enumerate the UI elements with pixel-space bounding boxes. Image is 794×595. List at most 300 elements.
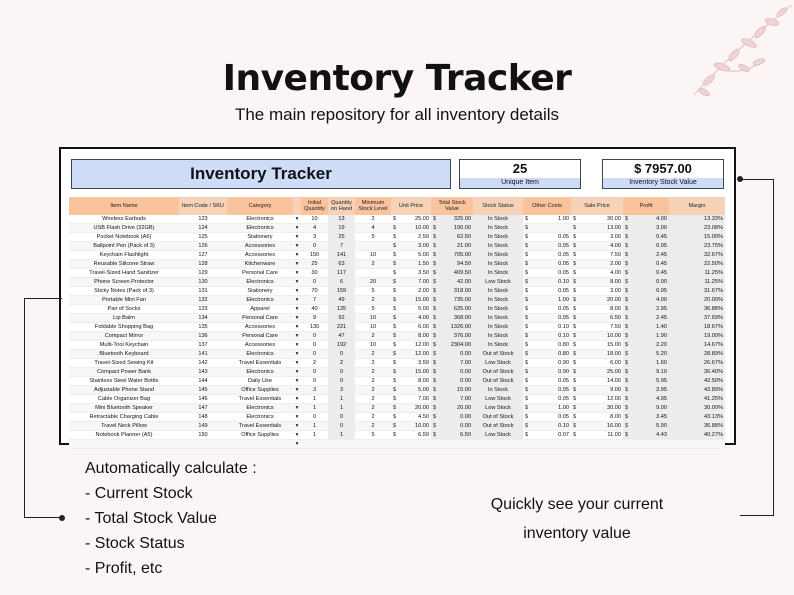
category-dropdown-icon[interactable]: ▾ bbox=[293, 251, 301, 260]
item-name-cell[interactable]: Foldable Shopping Bag bbox=[69, 323, 179, 332]
other-costs-cell[interactable] bbox=[523, 341, 571, 350]
initial-quantity-cell[interactable]: 3 bbox=[301, 233, 328, 242]
minimum-stock-cell[interactable]: 20 bbox=[355, 278, 391, 287]
total-stock-value-cell[interactable] bbox=[431, 368, 473, 377]
unit-price-cell[interactable] bbox=[391, 278, 431, 287]
category-dropdown-icon[interactable]: ▾ bbox=[293, 323, 301, 332]
unit-price-cell[interactable] bbox=[391, 260, 431, 269]
initial-quantity-cell[interactable]: 9 bbox=[301, 314, 328, 323]
total-stock-value-cell[interactable] bbox=[431, 260, 473, 269]
sku-cell[interactable]: 131 bbox=[179, 287, 227, 296]
item-name-cell[interactable]: Retractable Charging Cable bbox=[69, 413, 179, 422]
category-cell[interactable]: Daily Use bbox=[227, 377, 293, 386]
initial-quantity-cell[interactable]: 4 bbox=[301, 224, 328, 233]
profit-cell[interactable] bbox=[623, 296, 669, 305]
other-costs-cell[interactable] bbox=[523, 404, 571, 413]
category-cell[interactable]: Electronics bbox=[227, 413, 293, 422]
other-costs-cell[interactable] bbox=[523, 359, 571, 368]
category-dropdown-icon[interactable]: ▾ bbox=[293, 350, 301, 359]
total-stock-value-cell[interactable] bbox=[431, 377, 473, 386]
sale-price-cell[interactable] bbox=[571, 332, 623, 341]
category-cell[interactable]: Travel Essentials bbox=[227, 359, 293, 368]
profit-cell[interactable] bbox=[623, 368, 669, 377]
item-name-cell[interactable]: Phone Screen Protector bbox=[69, 278, 179, 287]
sale-price-cell[interactable] bbox=[571, 269, 623, 278]
profit-cell[interactable] bbox=[623, 305, 669, 314]
unit-price-cell[interactable] bbox=[391, 386, 431, 395]
sale-price-cell[interactable] bbox=[571, 359, 623, 368]
other-costs-cell[interactable] bbox=[523, 422, 571, 431]
other-costs-cell[interactable] bbox=[523, 296, 571, 305]
minimum-stock-cell[interactable]: 10 bbox=[355, 323, 391, 332]
category-cell[interactable]: Electronics bbox=[227, 350, 293, 359]
sale-price-cell[interactable] bbox=[571, 287, 623, 296]
profit-cell[interactable] bbox=[623, 332, 669, 341]
initial-quantity-cell[interactable]: 0 bbox=[301, 350, 328, 359]
category-dropdown-icon[interactable]: ▾ bbox=[293, 242, 301, 251]
sku-cell[interactable]: 147 bbox=[179, 404, 227, 413]
other-costs-cell[interactable] bbox=[523, 260, 571, 269]
initial-quantity-cell[interactable]: 0 bbox=[301, 242, 328, 251]
minimum-stock-cell[interactable]: 2 bbox=[355, 260, 391, 269]
minimum-stock-cell[interactable]: 5 bbox=[355, 233, 391, 242]
empty-cell[interactable] bbox=[179, 440, 227, 449]
other-costs-cell[interactable] bbox=[523, 233, 571, 242]
empty-cell[interactable] bbox=[328, 440, 355, 449]
profit-cell[interactable] bbox=[623, 260, 669, 269]
other-costs-cell[interactable] bbox=[523, 269, 571, 278]
category-cell[interactable]: Accessories bbox=[227, 251, 293, 260]
column-header[interactable]: Item Name bbox=[69, 197, 179, 215]
unit-price-cell[interactable] bbox=[391, 323, 431, 332]
item-name-cell[interactable]: Compact Mirror bbox=[69, 332, 179, 341]
category-cell[interactable]: Office Supplies bbox=[227, 431, 293, 440]
category-cell[interactable]: Office Supplies bbox=[227, 386, 293, 395]
sku-cell[interactable]: 126 bbox=[179, 242, 227, 251]
item-name-cell[interactable]: Travel-Sized Hand Sanitizer bbox=[69, 269, 179, 278]
item-name-cell[interactable]: Ballpoint Pen (Pack of 3) bbox=[69, 242, 179, 251]
category-dropdown-icon[interactable]: ▾ bbox=[293, 224, 301, 233]
profit-cell[interactable] bbox=[623, 386, 669, 395]
initial-quantity-cell[interactable]: 1 bbox=[301, 395, 328, 404]
initial-quantity-cell[interactable]: 150 bbox=[301, 251, 328, 260]
total-stock-value-cell[interactable] bbox=[431, 269, 473, 278]
minimum-stock-cell[interactable]: 2 bbox=[355, 368, 391, 377]
sku-cell[interactable]: 125 bbox=[179, 233, 227, 242]
profit-cell[interactable] bbox=[623, 359, 669, 368]
unit-price-cell[interactable] bbox=[391, 377, 431, 386]
unit-price-cell[interactable] bbox=[391, 422, 431, 431]
profit-cell[interactable] bbox=[623, 413, 669, 422]
sku-cell[interactable]: 149 bbox=[179, 422, 227, 431]
sale-price-cell[interactable] bbox=[571, 395, 623, 404]
sku-cell[interactable]: 141 bbox=[179, 350, 227, 359]
category-dropdown-icon[interactable]: ▾ bbox=[293, 287, 301, 296]
profit-cell[interactable] bbox=[623, 431, 669, 440]
initial-quantity-cell[interactable]: 7 bbox=[301, 296, 328, 305]
minimum-stock-cell[interactable]: 2 bbox=[355, 413, 391, 422]
sku-cell[interactable]: 133 bbox=[179, 305, 227, 314]
sku-cell[interactable]: 148 bbox=[179, 413, 227, 422]
other-costs-cell[interactable] bbox=[523, 215, 571, 224]
sale-price-cell[interactable] bbox=[571, 233, 623, 242]
column-header[interactable]: Sale Price bbox=[571, 197, 623, 215]
category-cell[interactable]: Personal Care bbox=[227, 269, 293, 278]
sku-cell[interactable]: 124 bbox=[179, 224, 227, 233]
category-cell[interactable]: Personal Care bbox=[227, 332, 293, 341]
minimum-stock-cell[interactable]: 2 bbox=[355, 404, 391, 413]
sku-cell[interactable]: 123 bbox=[179, 215, 227, 224]
total-stock-value-cell[interactable] bbox=[431, 314, 473, 323]
category-dropdown-icon[interactable]: ▾ bbox=[293, 305, 301, 314]
item-name-cell[interactable]: Pair of Socks bbox=[69, 305, 179, 314]
empty-cell[interactable] bbox=[571, 440, 623, 449]
unit-price-cell[interactable] bbox=[391, 314, 431, 323]
initial-quantity-cell[interactable]: 130 bbox=[301, 323, 328, 332]
profit-cell[interactable] bbox=[623, 215, 669, 224]
sku-cell[interactable]: 144 bbox=[179, 377, 227, 386]
sale-price-cell[interactable] bbox=[571, 377, 623, 386]
profit-cell[interactable] bbox=[623, 350, 669, 359]
sale-price-cell[interactable] bbox=[571, 341, 623, 350]
category-cell[interactable]: Electronics bbox=[227, 215, 293, 224]
item-name-cell[interactable]: Notebook Planner (A5) bbox=[69, 431, 179, 440]
profit-cell[interactable] bbox=[623, 233, 669, 242]
initial-quantity-cell[interactable]: 0 bbox=[301, 332, 328, 341]
total-stock-value-cell[interactable] bbox=[431, 386, 473, 395]
initial-quantity-cell[interactable]: 1 bbox=[301, 431, 328, 440]
profit-cell[interactable] bbox=[623, 224, 669, 233]
category-dropdown-icon[interactable]: ▾ bbox=[293, 359, 301, 368]
minimum-stock-cell[interactable]: 2 bbox=[355, 422, 391, 431]
item-name-cell[interactable]: Travel-Sized Sewing Kit bbox=[69, 359, 179, 368]
other-costs-cell[interactable] bbox=[523, 305, 571, 314]
column-header[interactable]: Minimum Stock Level bbox=[355, 197, 391, 215]
sale-price-cell[interactable] bbox=[571, 314, 623, 323]
minimum-stock-cell[interactable]: 2 bbox=[355, 386, 391, 395]
profit-cell[interactable] bbox=[623, 278, 669, 287]
item-name-cell[interactable]: Cable Organizer Bag bbox=[69, 395, 179, 404]
unit-price-cell[interactable] bbox=[391, 287, 431, 296]
total-stock-value-cell[interactable] bbox=[431, 332, 473, 341]
initial-quantity-cell[interactable]: 1 bbox=[301, 404, 328, 413]
profit-cell[interactable] bbox=[623, 404, 669, 413]
profit-cell[interactable] bbox=[623, 323, 669, 332]
unit-price-cell[interactable] bbox=[391, 296, 431, 305]
total-stock-value-cell[interactable] bbox=[431, 242, 473, 251]
profit-cell[interactable] bbox=[623, 287, 669, 296]
item-name-cell[interactable]: Stainless Steel Water Bottle bbox=[69, 377, 179, 386]
sale-price-cell[interactable] bbox=[571, 386, 623, 395]
column-header[interactable]: Quantity on Hand bbox=[328, 197, 355, 215]
sale-price-cell[interactable] bbox=[571, 368, 623, 377]
sale-price-cell[interactable] bbox=[571, 413, 623, 422]
sku-cell[interactable]: 137 bbox=[179, 341, 227, 350]
sku-cell[interactable]: 129 bbox=[179, 269, 227, 278]
sale-price-cell[interactable] bbox=[571, 242, 623, 251]
total-stock-value-cell[interactable] bbox=[431, 215, 473, 224]
category-dropdown-icon[interactable]: ▾ bbox=[293, 260, 301, 269]
unit-price-cell[interactable] bbox=[391, 368, 431, 377]
sale-price-cell[interactable] bbox=[571, 305, 623, 314]
profit-cell[interactable] bbox=[623, 422, 669, 431]
sale-price-cell[interactable] bbox=[571, 251, 623, 260]
category-cell[interactable]: Accessories bbox=[227, 341, 293, 350]
minimum-stock-cell[interactable]: 2 bbox=[355, 332, 391, 341]
sku-cell[interactable]: 134 bbox=[179, 314, 227, 323]
total-stock-value-cell[interactable] bbox=[431, 395, 473, 404]
column-header[interactable]: Profit bbox=[623, 197, 669, 215]
unit-price-cell[interactable] bbox=[391, 305, 431, 314]
profit-cell[interactable] bbox=[623, 314, 669, 323]
profit-cell[interactable] bbox=[623, 251, 669, 260]
unit-price-cell[interactable] bbox=[391, 251, 431, 260]
sku-cell[interactable]: 130 bbox=[179, 278, 227, 287]
category-dropdown-icon[interactable]: ▾ bbox=[293, 395, 301, 404]
item-name-cell[interactable]: Multi-Tool Keychain bbox=[69, 341, 179, 350]
other-costs-cell[interactable] bbox=[523, 431, 571, 440]
minimum-stock-cell[interactable]: 2 bbox=[355, 377, 391, 386]
initial-quantity-cell[interactable]: 3 bbox=[301, 386, 328, 395]
initial-quantity-cell[interactable]: 40 bbox=[301, 305, 328, 314]
column-header[interactable] bbox=[293, 197, 301, 215]
column-header[interactable]: Unit Price bbox=[391, 197, 431, 215]
profit-cell[interactable] bbox=[623, 395, 669, 404]
sku-cell[interactable]: 132 bbox=[179, 296, 227, 305]
unit-price-cell[interactable] bbox=[391, 224, 431, 233]
category-dropdown-icon[interactable]: ▾ bbox=[293, 431, 301, 440]
empty-cell[interactable] bbox=[431, 440, 473, 449]
category-dropdown-icon[interactable]: ▾ bbox=[293, 215, 301, 224]
initial-quantity-cell[interactable]: 30 bbox=[301, 269, 328, 278]
empty-cell[interactable] bbox=[227, 440, 293, 449]
minimum-stock-cell[interactable] bbox=[355, 269, 391, 278]
unit-price-cell[interactable] bbox=[391, 269, 431, 278]
sale-price-cell[interactable] bbox=[571, 422, 623, 431]
category-dropdown-icon[interactable]: ▾ bbox=[293, 422, 301, 431]
total-stock-value-cell[interactable] bbox=[431, 359, 473, 368]
total-stock-value-cell[interactable] bbox=[431, 431, 473, 440]
minimum-stock-cell[interactable]: 10 bbox=[355, 251, 391, 260]
empty-cell[interactable] bbox=[623, 440, 669, 449]
total-stock-value-cell[interactable] bbox=[431, 287, 473, 296]
minimum-stock-cell[interactable]: 2 bbox=[355, 296, 391, 305]
category-dropdown-icon[interactable]: ▾ bbox=[293, 404, 301, 413]
profit-cell[interactable] bbox=[623, 242, 669, 251]
other-costs-cell[interactable] bbox=[523, 251, 571, 260]
sku-cell[interactable]: 145 bbox=[179, 386, 227, 395]
sale-price-cell[interactable] bbox=[571, 215, 623, 224]
category-dropdown-icon[interactable]: ▾ bbox=[293, 278, 301, 287]
total-stock-value-cell[interactable] bbox=[431, 296, 473, 305]
empty-cell[interactable] bbox=[301, 440, 328, 449]
total-stock-value-cell[interactable] bbox=[431, 422, 473, 431]
category-cell[interactable]: Stationery bbox=[227, 233, 293, 242]
category-dropdown-icon[interactable]: ▾ bbox=[293, 368, 301, 377]
unit-price-cell[interactable] bbox=[391, 404, 431, 413]
item-name-cell[interactable]: Keychain Flashlight bbox=[69, 251, 179, 260]
item-name-cell[interactable]: Lip Balm bbox=[69, 314, 179, 323]
total-stock-value-cell[interactable] bbox=[431, 278, 473, 287]
empty-cell[interactable] bbox=[69, 440, 179, 449]
initial-quantity-cell[interactable]: 1 bbox=[301, 422, 328, 431]
initial-quantity-cell[interactable]: 2 bbox=[301, 359, 328, 368]
sale-price-cell[interactable] bbox=[571, 323, 623, 332]
category-cell[interactable]: Stationery bbox=[227, 287, 293, 296]
sale-price-cell[interactable] bbox=[571, 350, 623, 359]
table-row-empty[interactable] bbox=[69, 440, 725, 449]
other-costs-cell[interactable] bbox=[523, 314, 571, 323]
category-dropdown-icon[interactable]: ▾ bbox=[293, 341, 301, 350]
minimum-stock-cell[interactable]: 5 bbox=[355, 305, 391, 314]
item-name-cell[interactable]: Bluetooth Keyboard bbox=[69, 350, 179, 359]
category-cell[interactable]: Electronics bbox=[227, 224, 293, 233]
category-dropdown-icon[interactable]: ▾ bbox=[293, 233, 301, 242]
category-dropdown-icon[interactable]: ▾ bbox=[293, 296, 301, 305]
unit-price-cell[interactable] bbox=[391, 341, 431, 350]
category-dropdown-icon[interactable]: ▾ bbox=[293, 314, 301, 323]
category-cell[interactable]: Electronics bbox=[227, 368, 293, 377]
unit-price-cell[interactable] bbox=[391, 431, 431, 440]
column-header[interactable]: Initial Quantity bbox=[301, 197, 328, 215]
category-cell[interactable]: Travel Essentials bbox=[227, 422, 293, 431]
other-costs-cell[interactable] bbox=[523, 323, 571, 332]
sku-cell[interactable]: 142 bbox=[179, 359, 227, 368]
other-costs-cell[interactable] bbox=[523, 278, 571, 287]
initial-quantity-cell[interactable]: 10 bbox=[301, 215, 328, 224]
category-cell[interactable]: Travel Essentials bbox=[227, 395, 293, 404]
sku-cell[interactable]: 128 bbox=[179, 260, 227, 269]
other-costs-cell[interactable] bbox=[523, 332, 571, 341]
initial-quantity-cell[interactable]: 0 bbox=[301, 413, 328, 422]
category-dropdown-icon[interactable]: ▾ bbox=[293, 440, 301, 449]
category-cell[interactable]: Apparel bbox=[227, 305, 293, 314]
sale-price-cell[interactable] bbox=[571, 278, 623, 287]
empty-cell[interactable] bbox=[391, 440, 431, 449]
category-dropdown-icon[interactable]: ▾ bbox=[293, 413, 301, 422]
minimum-stock-cell[interactable]: 10 bbox=[355, 341, 391, 350]
other-costs-cell[interactable] bbox=[523, 368, 571, 377]
category-dropdown-icon[interactable]: ▾ bbox=[293, 377, 301, 386]
initial-quantity-cell[interactable]: 0 bbox=[301, 341, 328, 350]
sale-price-cell[interactable] bbox=[571, 431, 623, 440]
category-cell[interactable]: Kitchenware bbox=[227, 260, 293, 269]
minimum-stock-cell[interactable]: 5 bbox=[355, 431, 391, 440]
sku-cell[interactable]: 150 bbox=[179, 431, 227, 440]
sku-cell[interactable]: 143 bbox=[179, 368, 227, 377]
sku-cell[interactable]: 135 bbox=[179, 323, 227, 332]
column-header[interactable]: Total Stock Value bbox=[431, 197, 473, 215]
total-stock-value-cell[interactable] bbox=[431, 251, 473, 260]
empty-cell[interactable] bbox=[523, 440, 571, 449]
unit-price-cell[interactable] bbox=[391, 413, 431, 422]
column-header[interactable]: Category bbox=[227, 197, 293, 215]
column-header[interactable]: Stock Status bbox=[473, 197, 523, 215]
total-stock-value-cell[interactable] bbox=[431, 350, 473, 359]
item-name-cell[interactable]: Compact Power Bank bbox=[69, 368, 179, 377]
minimum-stock-cell[interactable] bbox=[355, 242, 391, 251]
total-stock-value-cell[interactable] bbox=[431, 224, 473, 233]
initial-quantity-cell[interactable]: 70 bbox=[301, 287, 328, 296]
minimum-stock-cell[interactable]: 2 bbox=[355, 350, 391, 359]
total-stock-value-cell[interactable] bbox=[431, 404, 473, 413]
column-header[interactable]: Other Costs bbox=[523, 197, 571, 215]
initial-quantity-cell[interactable]: 0 bbox=[301, 368, 328, 377]
empty-cell[interactable] bbox=[473, 440, 523, 449]
profit-cell[interactable] bbox=[623, 377, 669, 386]
other-costs-cell[interactable] bbox=[523, 242, 571, 251]
unit-price-cell[interactable] bbox=[391, 359, 431, 368]
total-stock-value-cell[interactable] bbox=[431, 233, 473, 242]
column-header[interactable]: Margin bbox=[669, 197, 725, 215]
initial-quantity-cell[interactable]: 0 bbox=[301, 377, 328, 386]
item-name-cell[interactable]: Mini Bluetooth Speaker bbox=[69, 404, 179, 413]
category-dropdown-icon[interactable]: ▾ bbox=[293, 332, 301, 341]
category-cell[interactable]: Accessories bbox=[227, 323, 293, 332]
other-costs-cell[interactable] bbox=[523, 377, 571, 386]
sku-cell[interactable]: 146 bbox=[179, 395, 227, 404]
unit-price-cell[interactable] bbox=[391, 242, 431, 251]
category-cell[interactable]: Accessories bbox=[227, 242, 293, 251]
category-cell[interactable]: Electronics bbox=[227, 404, 293, 413]
other-costs-cell[interactable] bbox=[523, 350, 571, 359]
profit-cell[interactable] bbox=[623, 341, 669, 350]
category-cell[interactable]: Personal Care bbox=[227, 314, 293, 323]
profit-cell[interactable] bbox=[623, 269, 669, 278]
unit-price-cell[interactable] bbox=[391, 350, 431, 359]
minimum-stock-cell[interactable]: 2 bbox=[355, 359, 391, 368]
total-stock-value-cell[interactable] bbox=[431, 413, 473, 422]
sale-price-cell[interactable] bbox=[571, 296, 623, 305]
category-dropdown-icon[interactable]: ▾ bbox=[293, 386, 301, 395]
total-stock-value-cell[interactable] bbox=[431, 305, 473, 314]
item-name-cell[interactable]: Wireless Earbuds bbox=[69, 215, 179, 224]
initial-quantity-cell[interactable]: 0 bbox=[301, 278, 328, 287]
minimum-stock-cell[interactable]: 5 bbox=[355, 287, 391, 296]
initial-quantity-cell[interactable]: 25 bbox=[301, 260, 328, 269]
unit-price-cell[interactable] bbox=[391, 215, 431, 224]
item-name-cell[interactable]: USB Flash Drive (32GB) bbox=[69, 224, 179, 233]
minimum-stock-cell[interactable]: 4 bbox=[355, 224, 391, 233]
minimum-stock-cell[interactable]: 2 bbox=[355, 395, 391, 404]
item-name-cell[interactable]: Adjustable Phone Stand bbox=[69, 386, 179, 395]
sale-price-cell[interactable] bbox=[571, 224, 623, 233]
item-name-cell[interactable]: Portable Mini Fan bbox=[69, 296, 179, 305]
sale-price-cell[interactable] bbox=[571, 260, 623, 269]
other-costs-cell[interactable] bbox=[523, 224, 571, 233]
category-cell[interactable]: Electronics bbox=[227, 296, 293, 305]
item-name-cell[interactable]: Travel Neck Pillow bbox=[69, 422, 179, 431]
other-costs-cell[interactable] bbox=[523, 386, 571, 395]
sku-cell[interactable]: 136 bbox=[179, 332, 227, 341]
sku-cell[interactable]: 127 bbox=[179, 251, 227, 260]
total-stock-value-cell[interactable] bbox=[431, 341, 473, 350]
item-name-cell[interactable]: Pocket Notebook (A6) bbox=[69, 233, 179, 242]
other-costs-cell[interactable] bbox=[523, 395, 571, 404]
other-costs-cell[interactable] bbox=[523, 287, 571, 296]
total-stock-value-cell[interactable] bbox=[431, 323, 473, 332]
minimum-stock-cell[interactable]: 10 bbox=[355, 314, 391, 323]
other-costs-cell[interactable] bbox=[523, 413, 571, 422]
empty-cell[interactable] bbox=[355, 440, 391, 449]
minimum-stock-cell[interactable]: 2 bbox=[355, 215, 391, 224]
category-cell[interactable]: Electronics bbox=[227, 278, 293, 287]
empty-cell[interactable] bbox=[669, 440, 725, 449]
unit-price-cell[interactable] bbox=[391, 395, 431, 404]
column-header[interactable]: Item Code / SKU bbox=[179, 197, 227, 215]
sale-price-cell[interactable] bbox=[571, 404, 623, 413]
unit-price-cell[interactable] bbox=[391, 233, 431, 242]
